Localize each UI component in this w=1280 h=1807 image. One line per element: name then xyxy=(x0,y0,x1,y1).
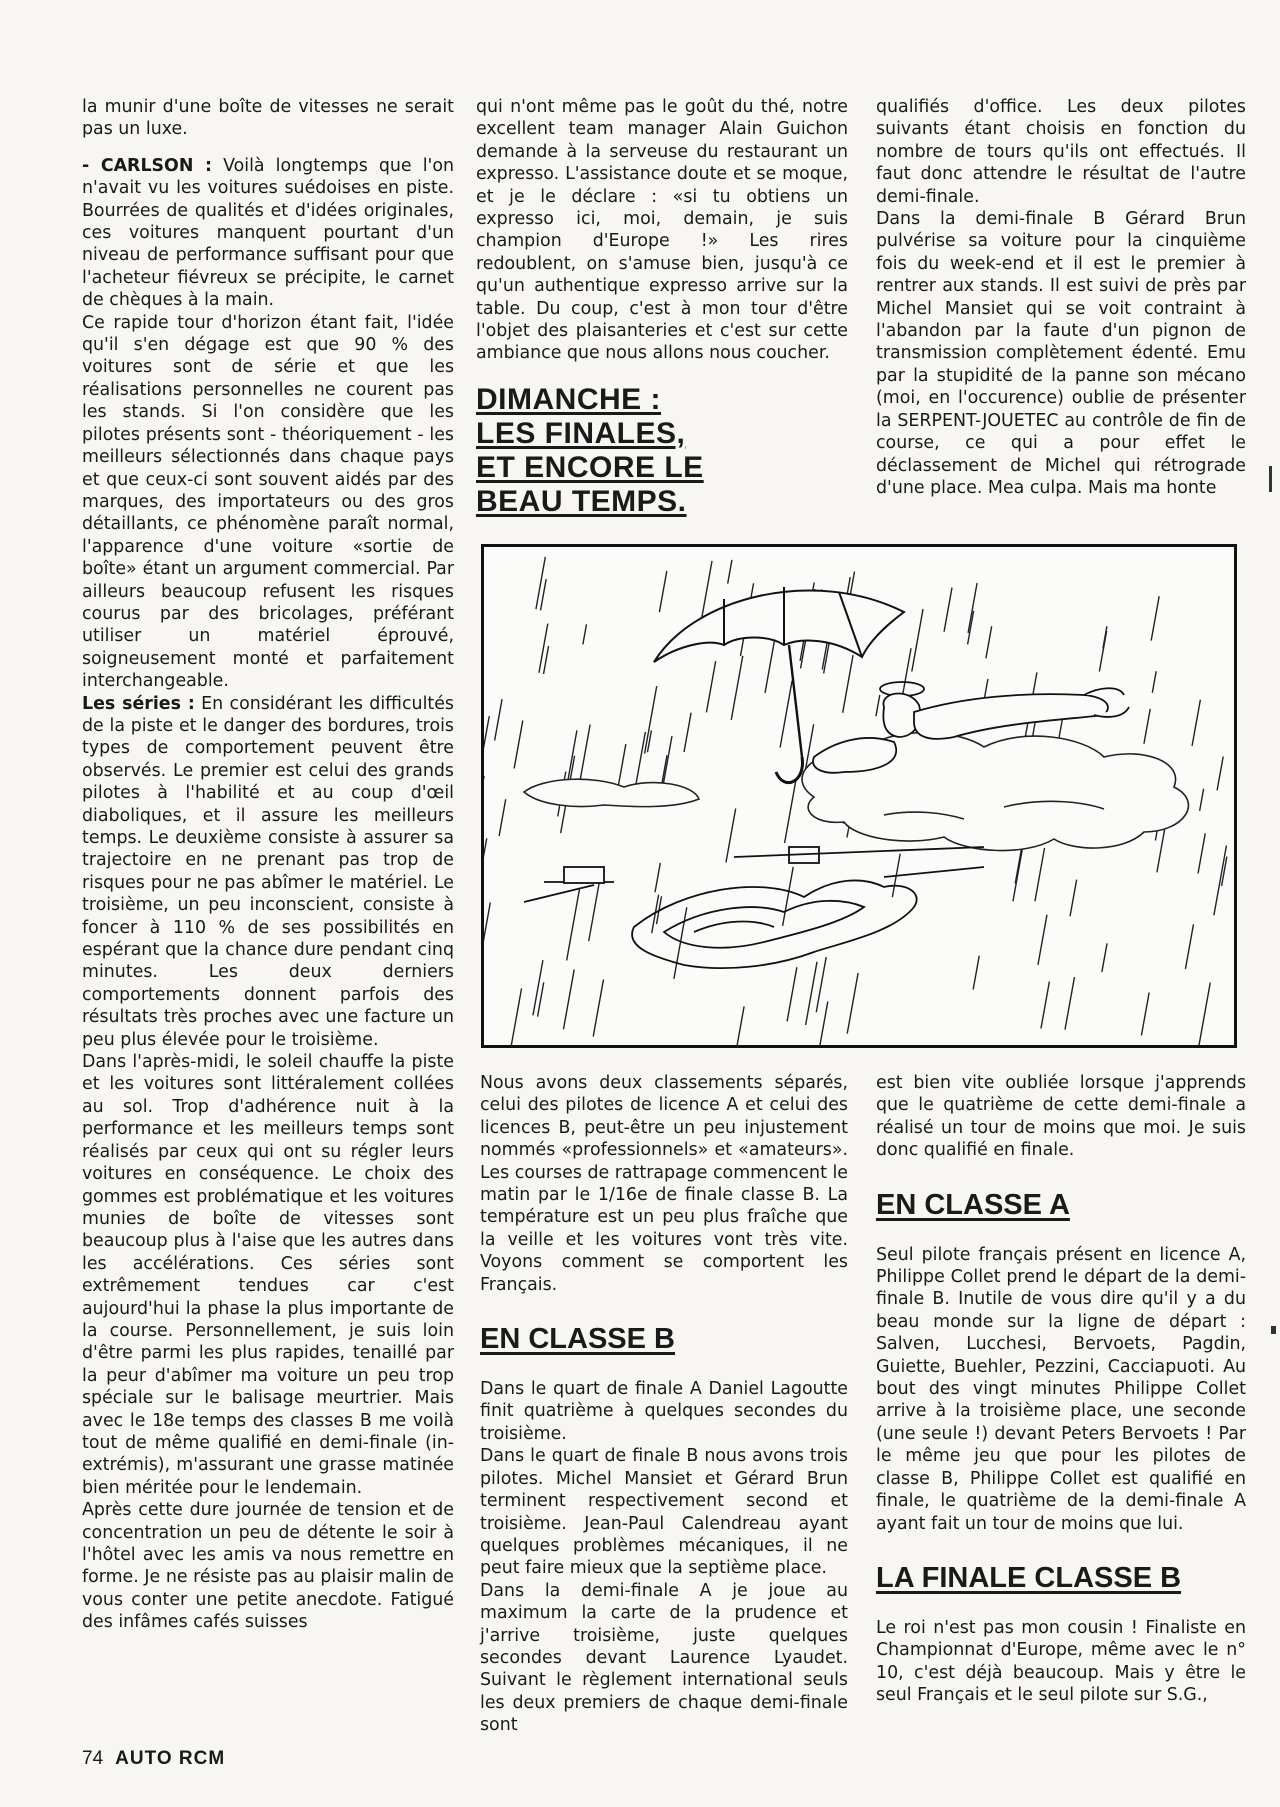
paragraph: Dans la demi-finale A je joue au maximum la carte de la prudence et j'arrive troisième, juste quelques secondes devant Laurence Lyaudet. Suivant le règlement international seuls les deux premiers de chaque demi-finale sont xyxy=(480,1580,848,1736)
paragraph: Nous avons deux classements séparés, celui des pilotes de licence A et celui des licences B, peut-être un peu injustement nommés «professionnels» et «amateurs». Les courses de rattrapage commencent le matin par le 1/16e de finale classe B. La température est un peu plus fraîche que la veille et les voitures vont très vite. Voyons comment se comportent les Français. xyxy=(480,1073,848,1295)
paragraph-series xyxy=(82,693,454,1052)
rain-streak xyxy=(645,686,657,753)
rain-streak xyxy=(780,681,792,748)
heading-line: ET ENCORE LE xyxy=(476,450,704,484)
paragraph: la munir d'une boîte de vitesses ne serait pas un luxe. xyxy=(82,97,454,140)
heading-line: DIMANCHE : xyxy=(476,382,661,416)
heading-line: BEAU TEMPS. xyxy=(476,484,687,518)
angel-umbrella-rain-drawing xyxy=(484,547,1234,1045)
scan-edge-mark xyxy=(1269,466,1272,492)
rain-streak xyxy=(1041,982,1049,1029)
rain-streak xyxy=(539,624,548,673)
paragraph: Dans le quart de finale A Daniel Lagoutte finit quatrième à quelques secondes du troisième. xyxy=(480,1379,848,1444)
paragraph-lead: Les séries : xyxy=(82,693,195,714)
rain-streak xyxy=(1151,596,1159,640)
rain-streak xyxy=(1217,756,1223,790)
rain-streak xyxy=(1065,977,1074,1030)
rain-streak xyxy=(533,960,543,1015)
rain-streak xyxy=(1099,631,1106,672)
rain-streak xyxy=(876,695,880,716)
page-footer xyxy=(82,1748,225,1770)
race-track xyxy=(524,847,984,968)
rain-streak xyxy=(583,624,587,644)
rain-streak xyxy=(499,799,506,836)
rain-streak xyxy=(1070,880,1077,917)
rain-streak xyxy=(728,560,732,584)
rain-streak xyxy=(1200,789,1204,811)
paragraph: Dans l'après-midi, le soleil chauffe la piste et les voitures sont littéralement collées au sol. Trop d'adhérence nuit à la performance et les meilleurs temps sont réalisés par ceux qui ont su régler leurs voitures en conséquence. Le choix des gommes est problématique et les voitures munies de boîte de vitesses sont beaucoup plus à l'aise que les autres dans les accélérations. Ces séries sont extrêmement tendues car c'est aujourd'hui la phase la plus importante de la course. Personnellement, je suis loin d'être parmi les plus rapides, tenaillé par la peur d'abîmer ma voiture un peu trop spéciale sur le balisage meurtrier. Mais avec le 18e temps des classes B me voilà tout de même qualifié en demi-finale (in-extrémis), m'assurant une grasse matinée bien méritée pour le lendemain. xyxy=(82,1052,454,1498)
rain-streak xyxy=(541,579,547,610)
rain-streak xyxy=(912,609,923,672)
scan-edge-mark xyxy=(1271,1326,1276,1334)
rain-streak xyxy=(1192,700,1200,746)
rain-streak xyxy=(787,967,797,1021)
paragraph-carlson xyxy=(82,155,454,312)
article-column-3 xyxy=(876,96,1246,499)
rain-streak xyxy=(702,561,712,617)
paragraph: Ce rapide tour d'horizon étant fait, l'idée qu'il s'en dégage est que 90 % des voitures sont de série et que les réalisations personnelles ne courent pas les stands. Si l'on considère que les pilotes présents sont - théoriquement - les meilleurs sélectionnés dans chaque pays et que ceux-ci sont souvent aidés par des marques, des importateurs ou des gros détaillants, ce phénomène paraît normal, l'apparence d'une voiture «sortie de boîte» étant un argument commercial. Par ailleurs beaucoup refusent les risques courus par des bricolages, préférant utiliser un matériel éprouvé, soigneusement monté et parfaitement interchangeable. xyxy=(82,312,454,692)
rain-streak xyxy=(1144,709,1150,744)
paragraph-body: En considérant les difficultés de la piste et le danger des bordures, trois types de comportement peuvent être observés. Le premier est celui des grands pilotes à l'habilité et au coup d'œil diaboliques, et il assure les meilleurs temps. Le deuxième consiste à assurer sa trajectoire en ne prenant pas trop de risques pour ne pas abîmer le matériel. Le troisième, un peu inconscient, consiste à foncer à 110 % de ses possibilités en espérant que la chance dure pendant cinq minutes. Les deux derniers comportements donnent parfois des résultats très proches avec une facture un peu plus élevée pour le troisième. xyxy=(82,693,454,1050)
rain-streak xyxy=(843,655,853,713)
paragraph-lead: - CARLSON : xyxy=(82,155,212,176)
rain-streak xyxy=(732,1006,744,1045)
rain-streak xyxy=(484,838,487,864)
rain-streak xyxy=(514,720,523,768)
page-number: 74 xyxy=(82,1748,104,1769)
paragraph: Après cette dure journée de tension et de concentration un peu de détente le soir à l'hôtel avec les amis va nous remettre en forme. Je ne résiste pas au plaisir malin de vous conter une petite anecdote. Fatigué des infâmes cafés suisses xyxy=(82,1500,454,1633)
rain-streak xyxy=(495,699,502,740)
rain-streak xyxy=(986,626,992,658)
rain-streak xyxy=(659,571,666,612)
rain-streak xyxy=(563,970,574,1030)
rain-streak xyxy=(567,889,580,960)
heading-line: LES FINALES, xyxy=(476,416,686,450)
rain-streak xyxy=(1141,993,1149,1036)
rain-streak xyxy=(1152,671,1156,692)
rain-streak xyxy=(484,716,489,771)
paragraph: qui n'ont même pas le goût du thé, notre excellent team manager Alain Guichon demande à la serveuse du restaurant un expresso. L'assistance doute et se moque, et je le déclare : «si tu obtiens un expresso ici, moi, demain, je suis champion d'Europe !» Les rires redoublent, on s'amuse bien, jusqu'à ce qu'un authentique expresso arrive sur la table. Du coup, c'est à mon tour d'être l'objet des plaisanteries et c'est sur cette ambiance que nous allons nous coucher. xyxy=(476,97,848,364)
article-column-3-lower xyxy=(876,1072,1246,1707)
rain-streak xyxy=(544,646,549,674)
rain-streak xyxy=(1038,915,1047,965)
rain-streak xyxy=(663,736,672,787)
paragraph-body: Voilà longtemps que l'on n'avait vu les voitures suédoises en piste. Bourrées de qualités et d'idées originales, ces voitures manquent pourtant d'un niveau de performance suffisant pour que l'acheteur fiévreux se précipite, le carnet de chèques à la main. xyxy=(82,155,454,311)
rain-streak xyxy=(1157,829,1165,873)
article-column-2-lower xyxy=(480,1072,848,1737)
paragraph: Le roi n'est pas mon cousin ! Finaliste en Championnat d'Europe, même avec le n° 10, c'est déjà beaucoup. Mais y être le seul Français et le seul pilote sur S.G., xyxy=(876,1617,1246,1706)
section-heading-classe-a: EN CLASSE A xyxy=(876,1188,1070,1221)
rain-streak xyxy=(593,980,603,1037)
rain-streak xyxy=(731,656,743,720)
rain-streak xyxy=(1214,846,1227,916)
paragraph: Dans la demi-finale B Gérard Brun pulvérise sa voiture pour la cinquième fois du week-end et il est le premier à rentrer aux stands. Il est suivi de près par Michel Mansiet qui se voit contraint à l'abandon par la faute d'un pignon de transmission complètement édenté. Emu par la stupidité de la panne son mécano (moi, en l'occurence) oublie de présenter la SERPENT-JOUETEC au contrôle de fin de course, ce qui a pour effet le déclassement de Michel qui rétrograde d'une place. Mea culpa. Mais ma honte xyxy=(876,209,1246,498)
section-heading-classe-b: EN CLASSE B xyxy=(480,1323,675,1356)
rain-streak xyxy=(684,713,691,752)
rain-streak xyxy=(726,809,736,863)
rain-streak xyxy=(816,957,826,1012)
rain-streak xyxy=(1185,924,1193,969)
rain-streak xyxy=(1015,847,1021,883)
rain-streak xyxy=(944,588,952,632)
section-heading-dimanche xyxy=(476,383,848,519)
paragraph: est bien vite oubliée lorsque j'apprends que le quatrième de cette demi-finale a réalisé un tour de moins que moi. Je suis donc qualifié en finale. xyxy=(876,1073,1246,1161)
paragraph: Dans le quart de finale B nous avons trois pilotes. Michel Mansiet et Gérard Brun terminent respectivement second et troisième. Jean-Paul Calendreau ayant quelques problèmes mécaniques, il ne peut faire mieux que la septième place. xyxy=(480,1446,848,1579)
rain-streak xyxy=(847,973,858,1034)
rain-streak xyxy=(1197,983,1210,1045)
section-heading-finale-classe-b: LA FINALE CLASSE B xyxy=(876,1561,1182,1594)
article-column-2 xyxy=(476,96,848,519)
magazine-name: AUTO RCM xyxy=(115,1748,226,1769)
cartoon-illustration xyxy=(481,544,1237,1048)
rain-streak xyxy=(1198,833,1205,873)
rain-streak xyxy=(765,633,776,692)
rain-streak xyxy=(806,962,817,1025)
rain-streak xyxy=(1102,943,1107,972)
rain-streak xyxy=(536,557,545,609)
rain-streak xyxy=(706,661,715,712)
rain-streak xyxy=(973,956,979,990)
rain-streak xyxy=(968,583,977,633)
paragraph: Seul pilote français présent en licence A, Philippe Collet prend le départ de la demi-finale B. Inutile de vous dire qu'il y a du beau monde sur la ligne de départ : Salven, Lucchesi, Bervoets, Pagdin, Guiette, Buehler, Pezzini, Cacciapuoti. Au bout des vingt minutes Philippe Collet arrive à la troisième place, une seconde (une seule !) devant Peters Bervoets ! Par le même jeu que pour les pilotes de classe B, Philippe Collet est qualifié en finale, le quatrième de la demi-finale A ayant fait un tour de moins que lui. xyxy=(876,1244,1246,1534)
rain-streak xyxy=(785,781,796,843)
rain-streak xyxy=(783,867,794,926)
rain-streak xyxy=(655,863,660,892)
rain-streak xyxy=(589,879,600,941)
rain-streak xyxy=(484,902,490,949)
rain-streak xyxy=(507,988,521,1045)
article-column-1 xyxy=(82,96,454,1634)
rain-streak xyxy=(1035,848,1045,901)
paragraph: qualifiés d'office. Les deux pilotes suivants étant choisis en fonction du nombre de tours qu'ils ont effectués. Il faut donc attendre le résultat de l'autre demi-finale. xyxy=(876,97,1246,207)
